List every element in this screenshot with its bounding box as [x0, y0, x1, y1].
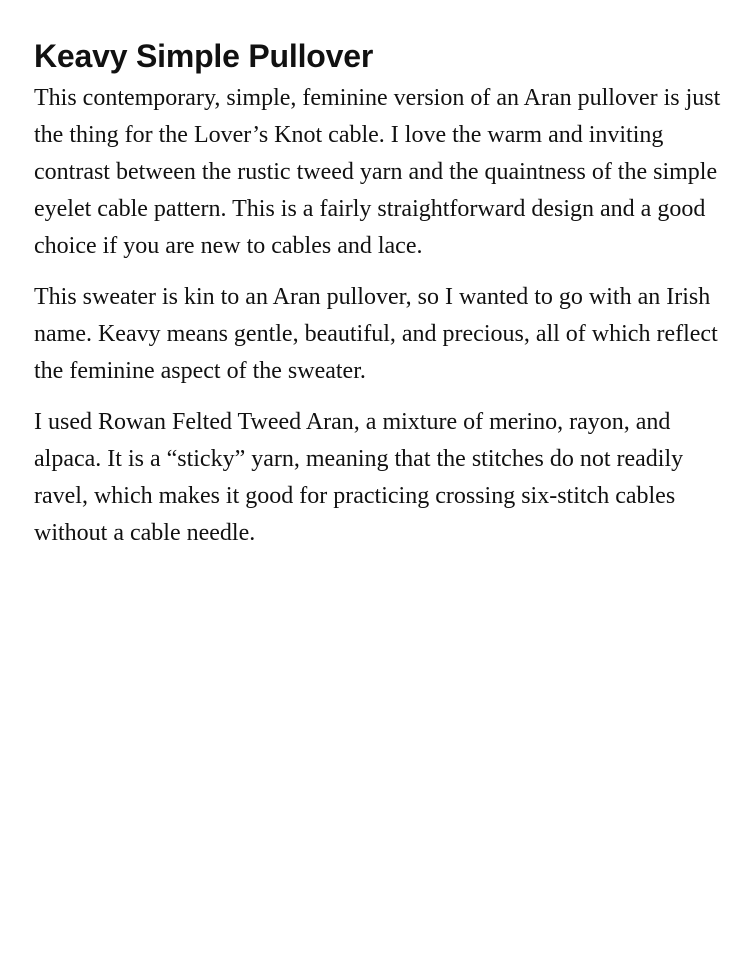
- name-paragraph: This sweater is kin to an Aran pullover, so I wanted to go with an Irish name. Keavy means gentle, beautiful, and precious, all of which reflect the feminine aspect of the sweater.: [34, 284, 718, 384]
- intro-paragraph: This contemporary, simple, feminine version of an Aran pullover is just the thing for the Lover’s Knot cable. I love the warm and inviting contrast between the rustic tweed yarn and the quaintness of the simple eyelet cable pattern. This is a fairly straightforward design and a good choice if you are new to cables and lace.: [34, 85, 721, 259]
- yarn-paragraph: I used Rowan Felted Tweed Aran, a mixture of merino, rayon, and alpaca. It is a “sticky” yarn, meaning that the stitches do not readily ravel, which makes it good for practicing crossing six-stitch cables without a cable needle.: [34, 409, 684, 546]
- page-title: Keavy Simple Pullover: [34, 38, 374, 74]
- document-page: [34, 36, 724, 566]
